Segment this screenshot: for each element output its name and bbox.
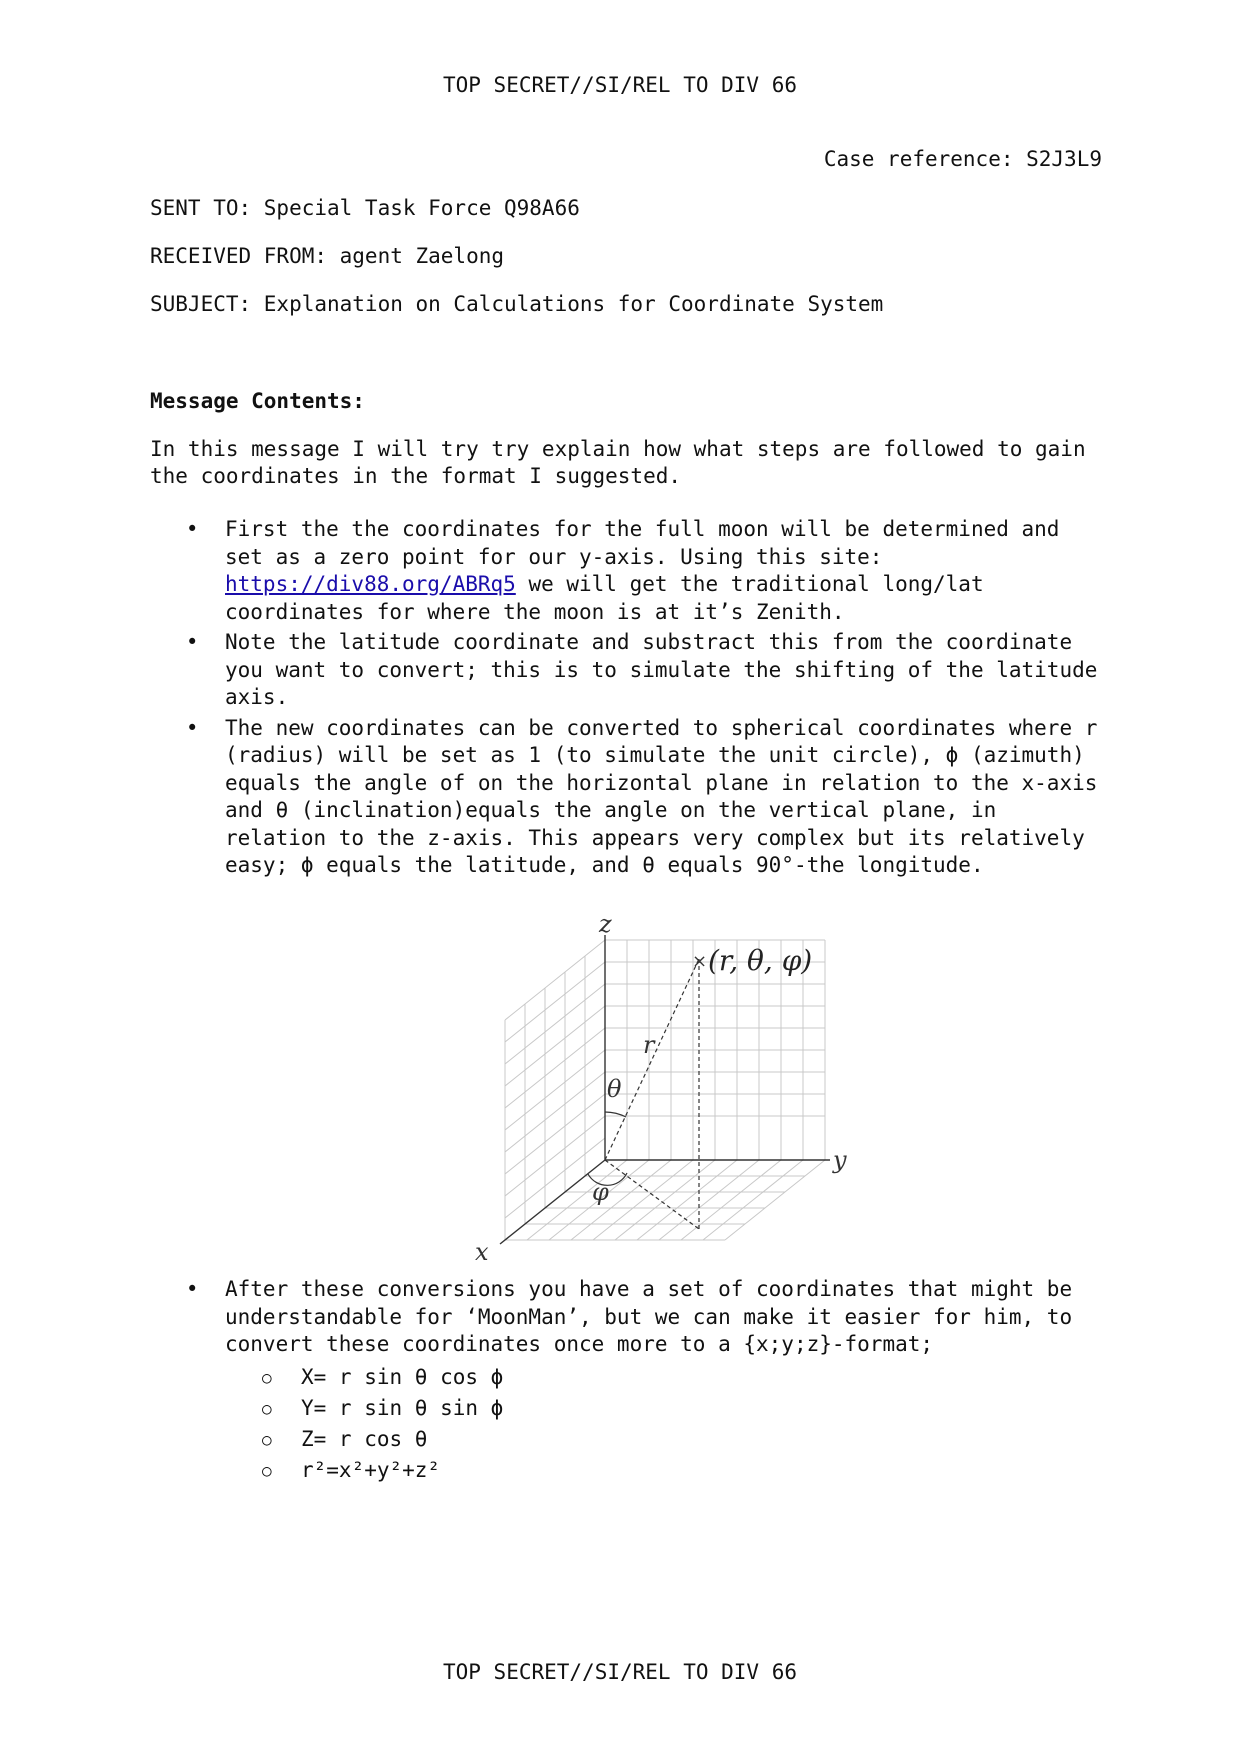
sent-to: SENT TO: Special Task Force Q98A66 — [150, 196, 580, 220]
formula-item — [150, 1362, 1100, 1393]
spherical-coordinates-diagram — [455, 915, 855, 1270]
case-reference: Case reference: S2J3L9 — [823, 147, 1102, 171]
point-coordinates-label: (r, θ, φ) — [708, 944, 813, 977]
x-axis-line — [500, 1160, 605, 1244]
side-wall-grid — [505, 940, 605, 1240]
bullet-icon: • — [186, 517, 199, 541]
bullet-icon: • — [186, 1277, 199, 1301]
formula-list-wrapper — [150, 1362, 1100, 1486]
radius-label: r — [643, 1031, 655, 1059]
conversion-list — [150, 1276, 1100, 1486]
formula-x: X= r sin θ cos ϕ — [301, 1364, 504, 1389]
point-marker: × — [692, 951, 708, 972]
circle-bullet-icon: ○ — [262, 1429, 272, 1449]
y-axis-label: y — [833, 1146, 847, 1174]
subject-line: SUBJECT: Explanation on Calculations for Coordinate System — [150, 292, 884, 316]
list-item — [150, 715, 1100, 880]
theta-label: θ — [607, 1075, 622, 1103]
step-2-text: Note the latitude coordinate and substract this from the coordinate you want to convert; this is to simulate the shifting of the latitude axis. — [225, 630, 1098, 709]
radius-line — [605, 959, 699, 1160]
step-4-text: After these conversions you have a set of coordinates that might be understandable for ‘MoonMan’, but we can make it easier for him, to convert these coordinates once more to a {x;y;z}-format; — [225, 1277, 1073, 1356]
step-1-text-after-link: we will get the traditional long/lat coordinates for where the moon is at it’s Zenith. — [225, 572, 984, 624]
step-1-text-before-link: First the the coordinates for the full moon will be determined and set as a zero point for our y-axis. Using this site: — [225, 517, 1060, 569]
formula-y: Y= r sin θ sin ϕ — [301, 1395, 504, 1420]
received-from: RECEIVED FROM: agent Zaelong — [150, 244, 505, 268]
phi-label: φ — [592, 1178, 609, 1206]
formula-list — [150, 1362, 1100, 1486]
formula-item — [150, 1393, 1100, 1424]
intro-paragraph: In this message I will try try explain how what steps are followed to gain the coordinates in the format I suggested. — [150, 437, 1086, 488]
site-link[interactable]: https://div88.org/ABRq5 — [225, 572, 516, 596]
formula-z: Z= r cos θ — [301, 1426, 428, 1451]
footer-classification: TOP SECRET//SI/REL TO DIV 66 — [442, 1660, 797, 1684]
header-classification: TOP SECRET//SI/REL TO DIV 66 — [442, 73, 797, 97]
bullet-icon: • — [186, 715, 199, 740]
circle-bullet-icon: ○ — [262, 1367, 272, 1387]
circle-bullet-icon: ○ — [262, 1460, 272, 1480]
z-axis-label: z — [599, 915, 612, 938]
formula-item — [150, 1424, 1100, 1455]
message-heading: Message Contents: — [150, 389, 365, 413]
formula-r: r²=x²+y²+z² — [301, 1457, 441, 1482]
list-item — [150, 516, 1100, 626]
step-3-text: The new coordinates can be converted to spherical coordinates where r (radius) will be set as 1 (to simulate the unit circle), ϕ (azimuth) equals the angle of on the horizontal plane in relation to the x-axis and θ (inclination)equals the angle on the vertical plane, in relation to the z-axis. This appears very complex but its relatively easy; ϕ equals the latitude, and θ equals 90°-the longitude. — [225, 715, 1098, 877]
floor-grid — [505, 1160, 825, 1240]
bullet-icon: • — [186, 630, 199, 654]
circle-bullet-icon: ○ — [262, 1398, 272, 1418]
formula-item — [150, 1455, 1100, 1486]
list-item — [150, 1276, 1100, 1359]
list-item — [150, 629, 1100, 712]
x-axis-label: x — [475, 1238, 489, 1266]
steps-list — [150, 516, 1100, 883]
